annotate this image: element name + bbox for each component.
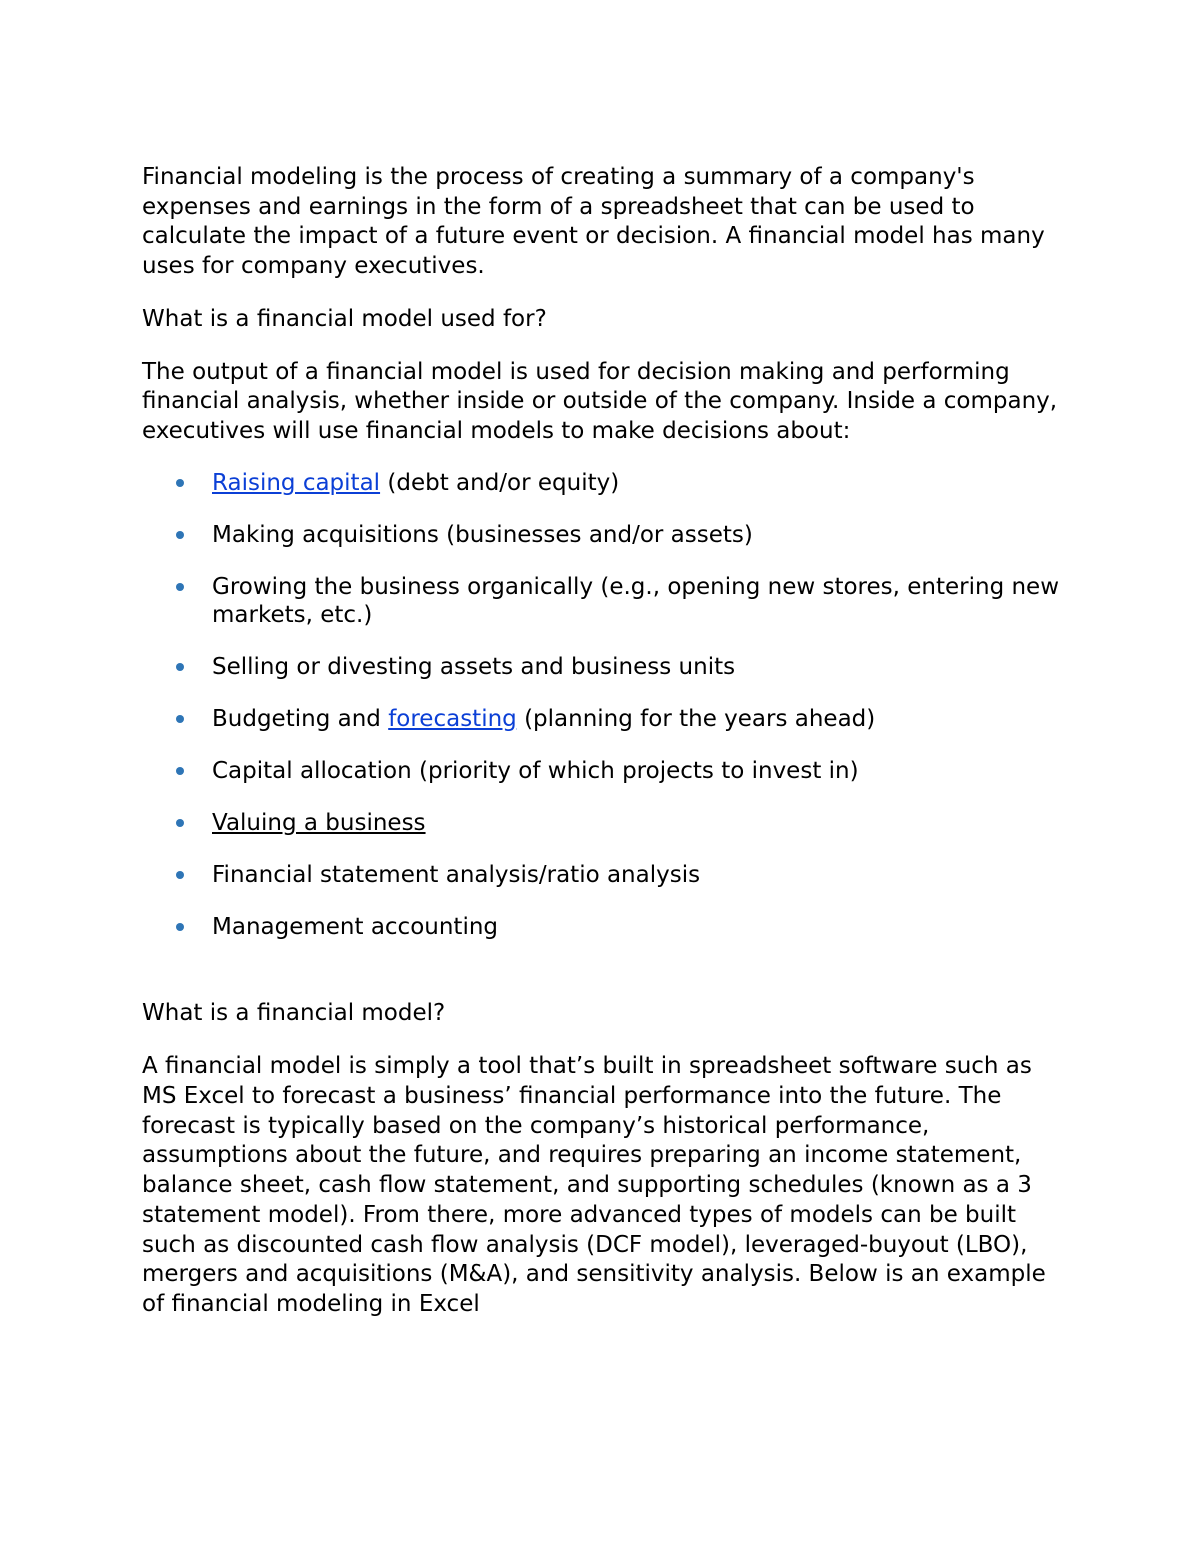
bullet-icon (176, 531, 184, 539)
uses-bullet-list (142, 469, 1072, 941)
bullet-icon (176, 767, 184, 775)
intro-paragraph: Financial modeling is the process of creating a summary of a company's expenses and earnings in the form of a spreadsheet that can be used to calculate the impact of a future event or decision. A financial model has many uses for company executives. (142, 164, 1045, 280)
bullet-icon (176, 819, 184, 827)
list-item (142, 705, 1072, 733)
list-item-text: Capital allocation (priority of which projects to invest in) (212, 757, 859, 784)
list-item-text: (planning for the years ahead) (516, 705, 876, 732)
bullet-icon (176, 479, 184, 487)
definition-paragraph: A financial model is simply a tool that’s built in spreadsheet software such as MS Excel to forecast a business’ financial performance into the future. The forecast is typically based on the company’s historical performance, assumptions about the future, and requires preparing an income statement, balance sheet, cash flow statement, and supporting schedules (known as a 3 statement model). From there, more advanced types of models can be built such as discounted cash flow analysis (DCF model), leveraged-buyout (LBO), mergers and acquisitions (M&A), and sensitivity analysis. Below is an example of financial modeling in Excel (142, 1053, 1046, 1317)
list-item-text: Making acquisitions (businesses and/or assets) (212, 521, 753, 548)
list-item (142, 861, 1072, 889)
document-body (142, 163, 1072, 1320)
list-item (142, 913, 1072, 941)
bullet-icon (176, 583, 184, 591)
section-heading-uses: What is a financial model used for? (142, 305, 547, 332)
list-item-text: Growing the business organically (e.g., opening new stores, entering new markets, etc.) (212, 573, 1060, 628)
section-heading-definition: What is a financial model? (142, 999, 446, 1026)
bullet-icon (176, 715, 184, 723)
list-item (142, 469, 1072, 497)
list-item-text: (debt and/or equity) (380, 469, 620, 496)
list-item-text: Financial statement analysis/ratio analysis (212, 861, 701, 888)
valuing-business-text: Valuing a business (212, 809, 426, 836)
list-item (142, 521, 1072, 549)
bullet-icon (176, 871, 184, 879)
list-item (142, 757, 1072, 785)
list-item-text: Budgeting and (212, 705, 389, 732)
forecasting-link[interactable]: forecasting (388, 705, 517, 732)
list-item (142, 809, 1072, 837)
bullet-icon (176, 663, 184, 671)
raising-capital-link[interactable]: Raising capital (212, 469, 381, 496)
list-item-text: Selling or divesting assets and business units (212, 653, 736, 680)
bullet-icon (176, 923, 184, 931)
list-item-text: Management accounting (212, 913, 499, 940)
uses-paragraph: The output of a financial model is used for decision making and performing financial analysis, whether inside or outside of the company. Inside a company, executives will use financial models to make decisions about: (142, 358, 1058, 444)
list-item (142, 573, 1072, 629)
list-item (142, 653, 1072, 681)
